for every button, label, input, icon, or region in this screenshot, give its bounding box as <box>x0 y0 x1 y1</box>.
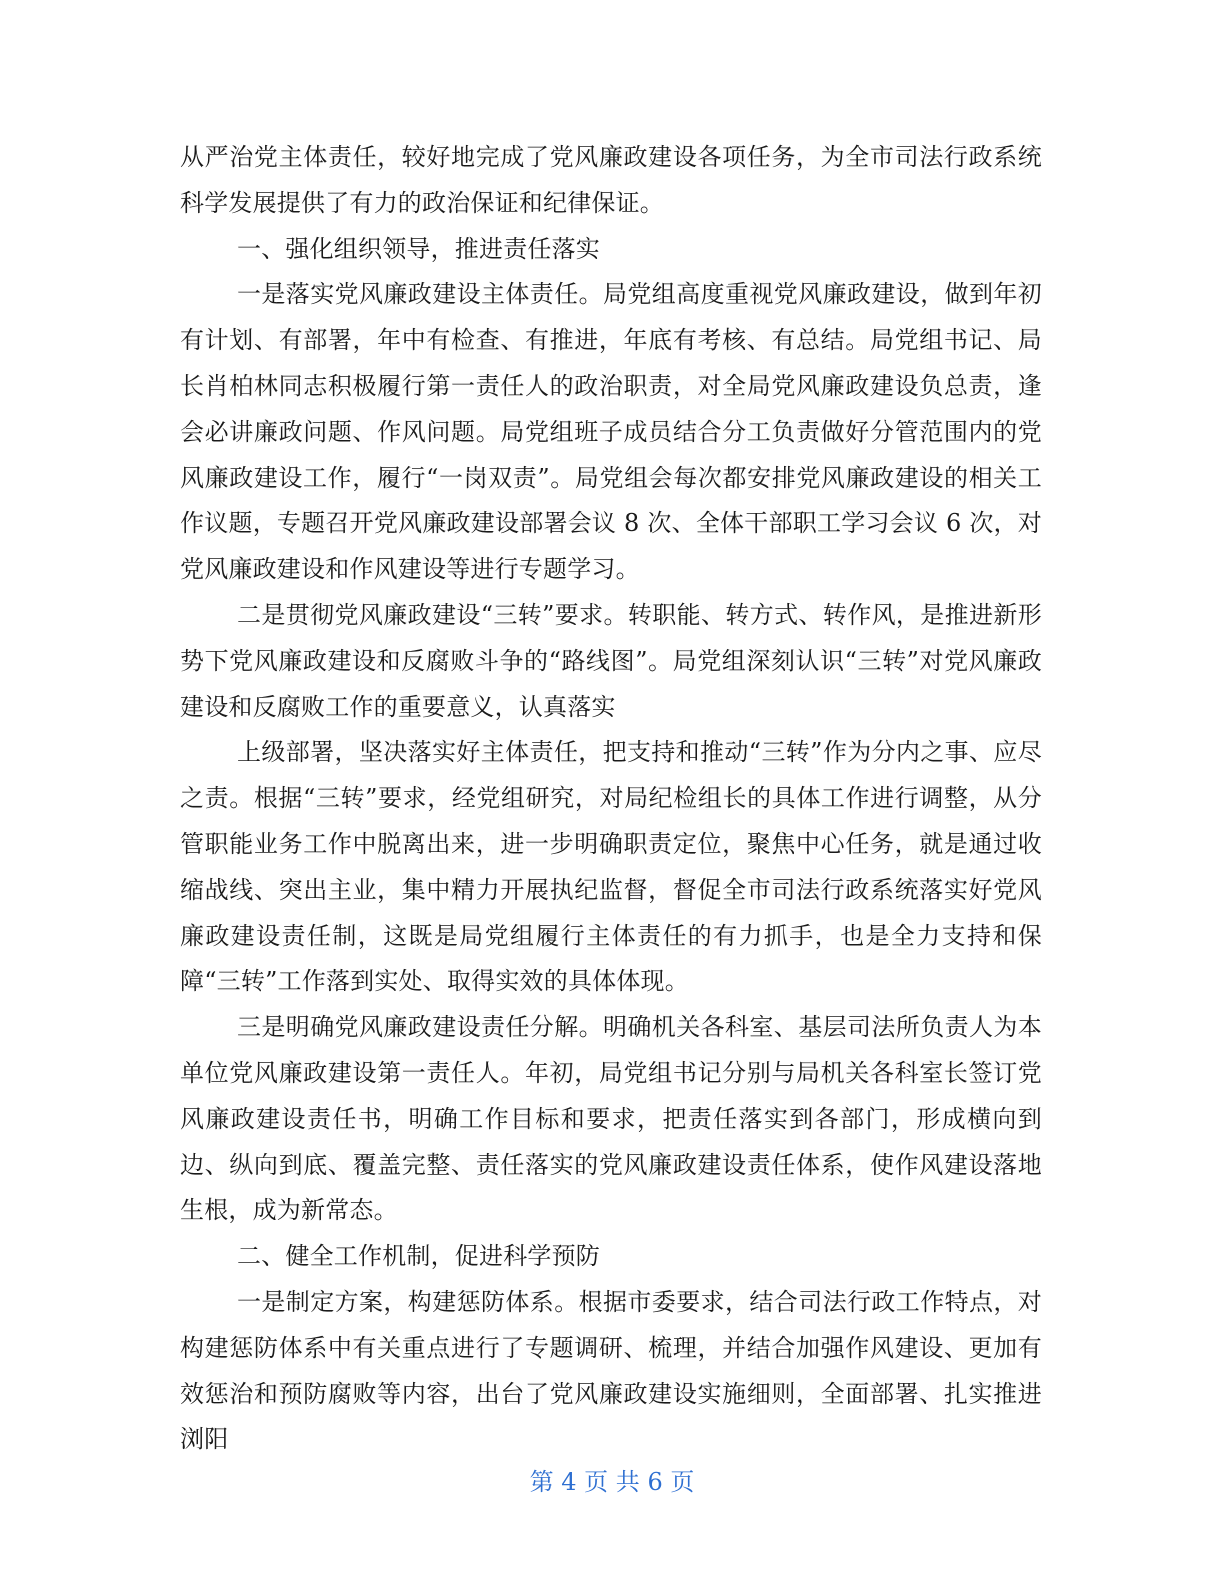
paragraph-1: 从严治党主体责任，较好地完成了党风廉政建设各项任务，为全市司法行政系统科学发展提供了有力的政治保证和纪律保证。 <box>180 143 1042 217</box>
page-number-footer: 第 4 页 共 6 页 <box>529 1468 695 1496</box>
section-heading-2: 二、健全工作机制，促进科学预防 <box>237 1242 600 1271</box>
paragraph-5: 上级部署，坚决落实好主体责任，把支持和推动“三转”作为分内之事、应尽之责。根据“三转”要求，经党组研究，对局纪检组长的具体工作进行调整，从分管职能业务工作中脱离出来，进一步明确职责定位，聚焦中心任务，就是通过收缩战线、突出主业，集中精力开展执纪监督，督促全市司法行政系统落实好党风廉政建设责任制，这既是局党组履行主体责任的有力抓手，也是全力支持和保障“三转”工作落到实处、取得实效的具体体现。 <box>180 738 1042 996</box>
paragraph-3: 一是落实党风廉政建设主体责任。局党组高度重视党风廉政建设，做到年初有计划、有部署，年中有检查、有推进，年底有考核、有总结。局党组书记、局长肖柏林同志积极履行第一责任人的政治职责，对全局党风廉政建设负总责，逢会必讲廉政问题、作风问题。局党组班子成员结合分工负责做好分管范围内的党风廉政建设工作，履行“一岗双责”。局党组会每次都安排党风廉政建设的相关工作议题，专题召开党风廉政建设部署会议 8 次、全体干部职工学习会议 6 次，对党风廉政建设和作风建设等进行专题学习。 <box>180 280 1042 584</box>
document-body <box>180 135 1042 1463</box>
paragraph-4: 二是贯彻党风廉政建设“三转”要求。转职能、转方式、转作风，是推进新形势下党风廉政建设和反腐败斗争的“路线图”。局党组深刻认识“三转”对党风廉政建设和反腐败工作的重要意义，认真落实 <box>180 600 1042 721</box>
paragraph-6: 三是明确党风廉政建设责任分解。明确机关各科室、基层司法所负责人为本单位党风廉政建设第一责任人。年初，局党组书记分别与局机关各科室长签订党风廉政建设责任书，明确工作目标和要求，把责任落实到各部门，形成横向到边、纵向到底、覆盖完整、责任落实的党风廉政建设责任体系，使作风建设落地生根，成为新常态。 <box>180 1013 1042 1225</box>
paragraph-8: 一是制定方案，构建惩防体系。根据市委要求，结合司法行政工作特点，对构建惩防体系中有关重点进行了专题调研、梳理，并结合加强作风建设、更加有效惩治和预防腐败等内容，出台了党风廉政建设实施细则，全面部署、扎实推进浏阳 <box>180 1287 1042 1454</box>
section-heading-1: 一、强化组织领导，推进责任落实 <box>237 234 600 263</box>
